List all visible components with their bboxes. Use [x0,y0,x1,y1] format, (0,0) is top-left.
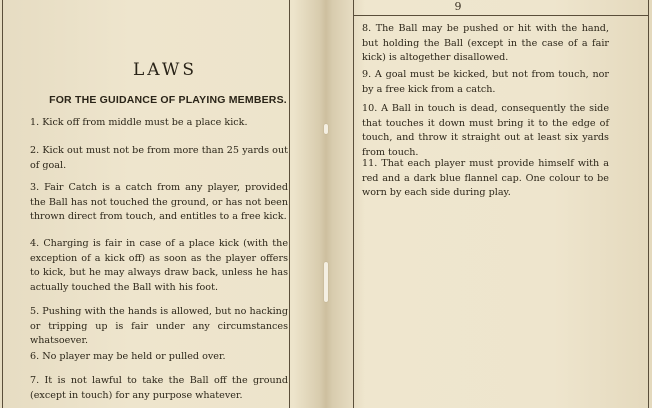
law-8: 8. The Ball may be pushed or hit with the hand, but holding the Ball (except in the case of a fair kick) is altogether disallowed. [362,23,609,64]
law-1: 1. Kick off from middle must be a place kick. [30,117,248,128]
page-number: 9 [454,0,462,13]
law-5: 5. Pushing with the hands is allowed, but no hacking or tripping up is fair under any circumstances whatsoever. [30,306,288,347]
law-3: 3. Fair Catch is a catch from any player, provided the Ball has not touched the ground, or has not been thrown direct from touch, and entitles to a free kick. [30,182,288,223]
law-2: 2. Kick out must not be from more than 25 yards out of goal. [30,145,288,171]
law-9: 9. A goal must be kicked, but not from touch, nor by a free kick from a catch. [362,69,609,95]
law-6: 6. No player may be held or pulled over. [30,351,226,362]
law-10: 10. A Ball in touch is dead, consequently the side that touches it down must bring it to the edge of touch, and throw it straight out at least six yards from touch. [362,103,609,158]
law-11: 11. That each player must provide himself with a red and a dark blue flannel cap. One colour to be worn by each side during play. [362,158,609,199]
page-title: LAWS [133,60,197,80]
page-subtitle: FOR THE GUIDANCE OF PLAYING MEMBERS. [49,94,287,106]
law-4: 4. Charging is fair in case of a place kick (with the exception of a kick off) as soon as the player offers to kick, but he may always draw back, unless he has actually touched the Ball with his foot. [30,238,288,293]
law-7: 7. It is not lawful to take the Ball off the ground (except in touch) for any purpose whatever. [30,375,288,401]
